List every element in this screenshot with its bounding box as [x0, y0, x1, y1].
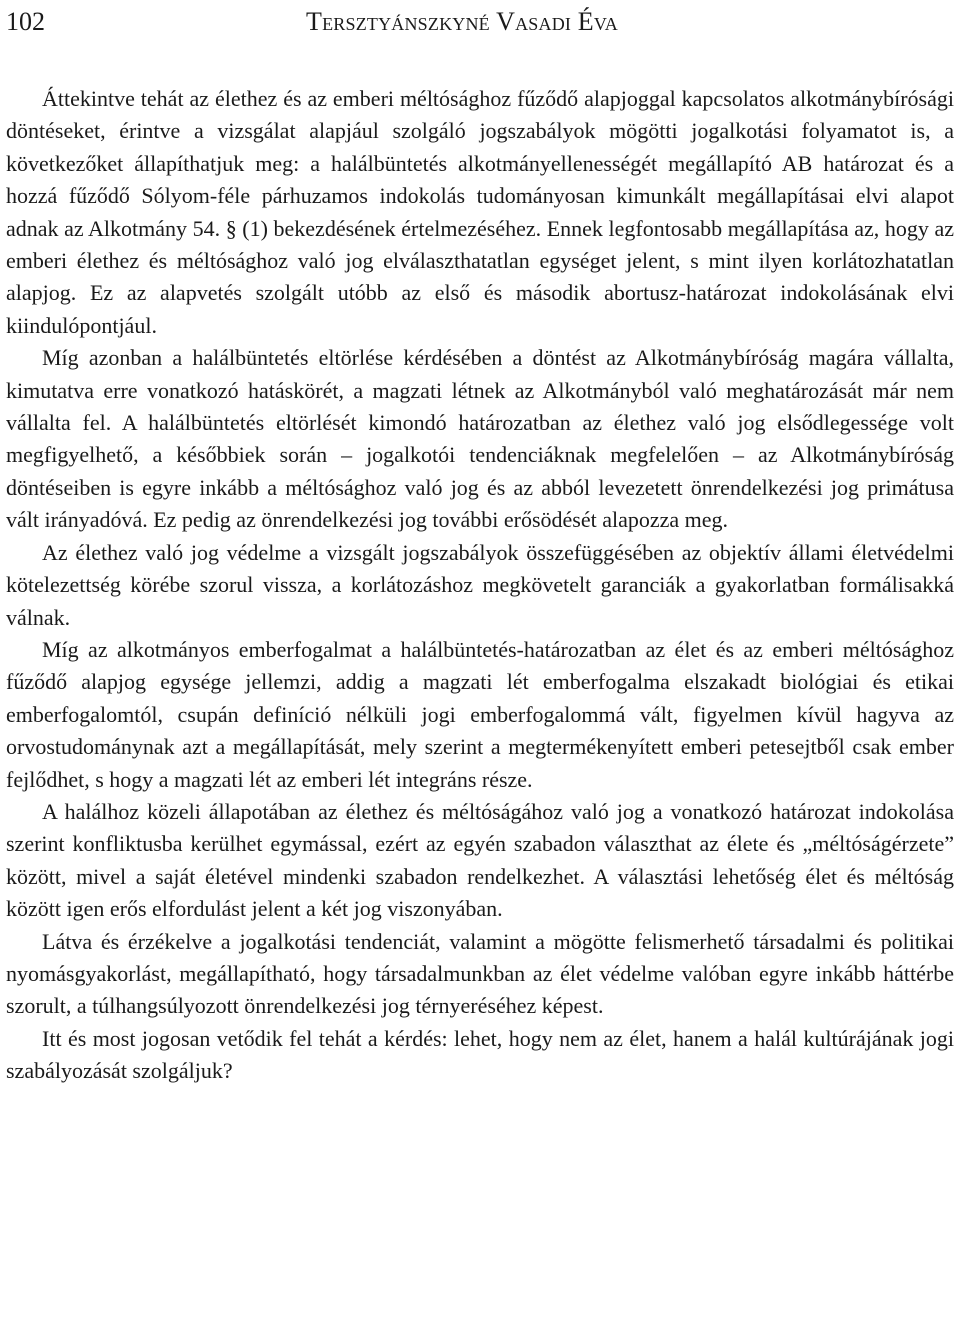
- paragraph: Áttekintve tehát az élethez és az emberi méltósághoz fűződő alapjoggal kapcsolatos alkotmánybírósági döntéseket, érintve a vizsgálat alapjául szolgáló jogszabályok mögötti jogalkotási folyamatot is, a következőket állapíthatjuk meg: a halálbüntetés alkotmányellenességét megállapító AB határozat és a hozzá fűződő Sólyom-féle párhuzamos indokolás tudományosan kimunkált megállapításai elvi alapot adnak az Alkotmány 54. § (1) bekezdésének értelmezéséhez. Ennek legfontosabb megállapítása az, hogy az emberi élethez és méltósághoz való jog elválaszthatatlan egységet jelent, s mint ilyen korlátozhatatlan alapjog. Ez az alapvetés szolgált utóbb az első és második abortusz-határozat indokolásának elvi kiindulópontjául.: [6, 86, 954, 338]
- running-header: [6, 4, 946, 40]
- paragraph: Itt és most jogosan vetődik fel tehát a kérdés: lehet, hogy nem az élet, hanem a halál kultúrájának jogi szabályozását szolgáljuk?: [6, 1025, 954, 1084]
- paragraph: Az élethez való jog védelme a vizsgált jogszabályok összefüggésében az objektív állami életvédelmi kötelezettség körébe szorul vissza, a korlátozáshoz megkövetelt garanciák a gyakorlatban formálisakká válnak.: [6, 539, 954, 630]
- paragraph: Míg az alkotmányos emberfogalmat a halálbüntetés-határozatban az élet és az emberi méltósághoz fűződő alapjog egysége jellemzi, addig a magzati lét emberfogalma elszakadt biológiai és etikai emberfogalomtól, csupán definíció nélküli jogi emberfogalommá vált, figyelmen kívül hagyva az orvostudománynak azt a megállapítását, mely szerint a megtermékenyített emberi petesejtből csak ember fejlődhet, s hogy a magzati lét az emberi lét integráns része.: [6, 636, 954, 792]
- paragraph: A halálhoz közeli állapotában az élethez és méltóságához való jog a vonatkozó határozat indokolása szerint konfliktusba kerülhet egymással, ezért az egyén szabadon választhat az élete és „méltóságérzete” között, mivel a saját életével mindenki szabadon rendelkezhet. A választási lehetőség élet és méltóság között igen erős elfordulást jelent a két jog viszonyában.: [6, 798, 954, 922]
- paragraph: Míg azonban a halálbüntetés eltörlése kérdésében a döntést az Alkotmánybíróság magára vállalta, kimutatva erre vonatkozó hatáskörét, a magzati létnek az Alkotmányból való meghatározását már nem vállalta fel. A halálbüntetés eltörlését kimondó határozatban az élethez való jog elsődlegessége volt megfigyelhető, a későbbiek során – jogalkotói tendenciáknak megfelelően – az Alkotmánybíróság döntéseiben is egyre inkább a méltósághoz való jog és az abból levezetett önrendelkezési jog primátusa vált irányadóvá. Ez pedig az önrendelkezési jog további erősödését alapozza meg.: [6, 345, 954, 533]
- running-header-author: Tersztyánszkyné Vasadi Éva: [306, 7, 618, 36]
- paragraph: Látva és érzékelve a jogalkotási tendenciát, valamint a mögötte felismerhető társadalmi és politikai nyomásgyakorlást, megállapítható, hogy társadalmunkban az élet védelme valóban egyre inkább háttérbe szorult, a túlhangsúlyozott önrendelkezési jog térnyeréséhez képest.: [6, 928, 954, 1019]
- page-number: 102: [6, 7, 45, 36]
- body-text: [6, 83, 954, 1088]
